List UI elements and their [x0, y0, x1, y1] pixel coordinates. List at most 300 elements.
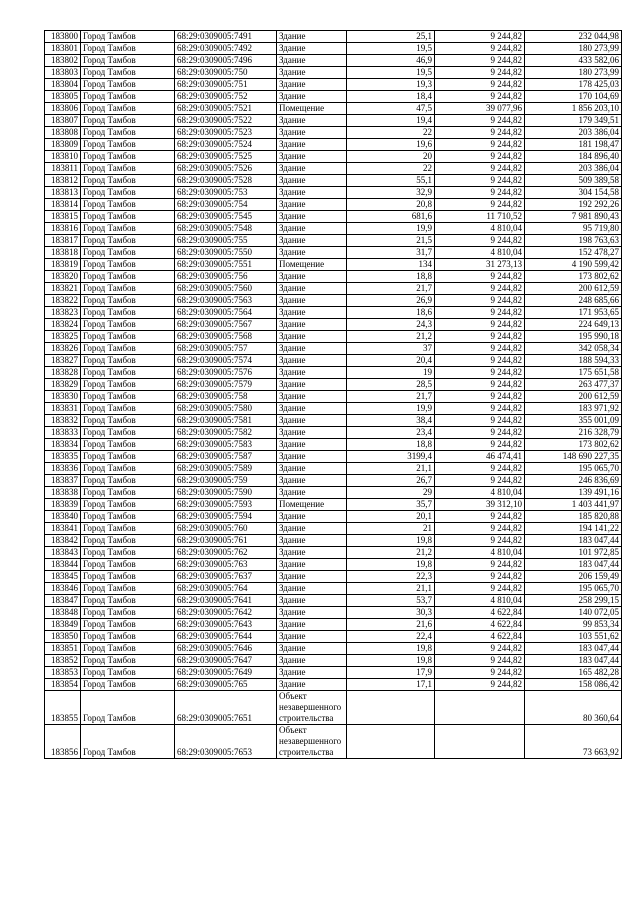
value-cell: 216 328,79 [525, 427, 622, 439]
city-cell: Город Тамбов [81, 439, 175, 451]
row-number-cell: 183836 [45, 463, 81, 475]
cadastral-number-cell: 68:29:0309005:753 [175, 187, 277, 199]
value-cell: 198 763,63 [525, 235, 622, 247]
value-cell: 180 273,99 [525, 43, 622, 55]
area-cell: 22 [347, 163, 435, 175]
city-cell: Город Тамбов [81, 175, 175, 187]
value-cell: 183 047,44 [525, 655, 622, 667]
row-number-cell: 183854 [45, 679, 81, 691]
row-number-cell: 183835 [45, 451, 81, 463]
row-number-cell: 183852 [45, 655, 81, 667]
area-cell: 19,8 [347, 559, 435, 571]
rate-cell: 46 474,41 [435, 451, 525, 463]
cadastral-number-cell: 68:29:0309005:7560 [175, 283, 277, 295]
object-type-cell: Здание [277, 91, 347, 103]
area-cell: 38,4 [347, 415, 435, 427]
row-number-cell: 183855 [45, 691, 81, 725]
table-row [45, 427, 622, 439]
table-row [45, 67, 622, 79]
row-number-cell: 183810 [45, 151, 81, 163]
row-number-cell: 183851 [45, 643, 81, 655]
rate-cell: 9 244,82 [435, 571, 525, 583]
row-number-cell: 183819 [45, 259, 81, 271]
cadastral-number-cell: 68:29:0309005:7582 [175, 427, 277, 439]
area-cell: 29 [347, 487, 435, 499]
cadastral-number-cell: 68:29:0309005:7647 [175, 655, 277, 667]
city-cell: Город Тамбов [81, 343, 175, 355]
table-row [45, 451, 622, 463]
cadastral-number-cell: 68:29:0309005:759 [175, 475, 277, 487]
table-row [45, 31, 622, 43]
table-row [45, 655, 622, 667]
cadastral-number-cell: 68:29:0309005:7563 [175, 295, 277, 307]
rate-cell: 9 244,82 [435, 523, 525, 535]
rate-cell: 9 244,82 [435, 31, 525, 43]
table-row [45, 403, 622, 415]
table-row [45, 535, 622, 547]
property-table [44, 30, 622, 759]
row-number-cell: 183829 [45, 379, 81, 391]
cadastral-number-cell: 68:29:0309005:7593 [175, 499, 277, 511]
table-row [45, 175, 622, 187]
rate-cell [435, 725, 525, 759]
cadastral-number-cell: 68:29:0309005:7496 [175, 55, 277, 67]
rate-cell: 9 244,82 [435, 355, 525, 367]
value-cell: 200 612,59 [525, 283, 622, 295]
table-row [45, 559, 622, 571]
object-type-cell: Здание [277, 403, 347, 415]
object-type-cell: Здание [277, 631, 347, 643]
cadastral-number-cell: 68:29:0309005:7583 [175, 439, 277, 451]
value-cell: 263 477,37 [525, 379, 622, 391]
cadastral-number-cell: 68:29:0309005:7551 [175, 259, 277, 271]
cadastral-number-cell: 68:29:0309005:7522 [175, 115, 277, 127]
object-type-cell: Здание [277, 475, 347, 487]
row-number-cell: 183856 [45, 725, 81, 759]
area-cell: 20 [347, 151, 435, 163]
table-row [45, 725, 622, 759]
value-cell: 170 104,69 [525, 91, 622, 103]
area-cell: 17,1 [347, 679, 435, 691]
row-number-cell: 183820 [45, 271, 81, 283]
city-cell: Город Тамбов [81, 55, 175, 67]
rate-cell: 4 810,04 [435, 487, 525, 499]
row-number-cell: 183838 [45, 487, 81, 499]
object-type-cell: Здание [277, 199, 347, 211]
area-cell: 21 [347, 523, 435, 535]
area-cell: 18,6 [347, 307, 435, 319]
row-number-cell: 183847 [45, 595, 81, 607]
table-row [45, 223, 622, 235]
rate-cell: 9 244,82 [435, 43, 525, 55]
city-cell: Город Тамбов [81, 403, 175, 415]
object-type-cell: Здание [277, 643, 347, 655]
row-number-cell: 183821 [45, 283, 81, 295]
table-row [45, 631, 622, 643]
city-cell: Город Тамбов [81, 619, 175, 631]
city-cell: Город Тамбов [81, 631, 175, 643]
rate-cell: 9 244,82 [435, 379, 525, 391]
city-cell: Город Тамбов [81, 391, 175, 403]
table-row [45, 463, 622, 475]
cadastral-number-cell: 68:29:0309005:756 [175, 271, 277, 283]
value-cell: 203 386,04 [525, 127, 622, 139]
table-row [45, 343, 622, 355]
row-number-cell: 183828 [45, 367, 81, 379]
row-number-cell: 183806 [45, 103, 81, 115]
city-cell: Город Тамбов [81, 307, 175, 319]
row-number-cell: 183843 [45, 547, 81, 559]
value-cell: 4 190 599,42 [525, 259, 622, 271]
area-cell: 30,3 [347, 607, 435, 619]
row-number-cell: 183812 [45, 175, 81, 187]
rate-cell: 9 244,82 [435, 283, 525, 295]
object-type-cell: Здание [277, 679, 347, 691]
rate-cell: 9 244,82 [435, 655, 525, 667]
area-cell: 28,5 [347, 379, 435, 391]
cadastral-number-cell: 68:29:0309005:751 [175, 79, 277, 91]
table-row [45, 307, 622, 319]
cadastral-number-cell: 68:29:0309005:7590 [175, 487, 277, 499]
rate-cell: 9 244,82 [435, 583, 525, 595]
rate-cell: 9 244,82 [435, 187, 525, 199]
city-cell: Город Тамбов [81, 355, 175, 367]
cadastral-number-cell: 68:29:0309005:7523 [175, 127, 277, 139]
row-number-cell: 183848 [45, 607, 81, 619]
row-number-cell: 183808 [45, 127, 81, 139]
cadastral-number-cell: 68:29:0309005:7574 [175, 355, 277, 367]
value-cell: 246 836,69 [525, 475, 622, 487]
rate-cell: 9 244,82 [435, 91, 525, 103]
area-cell: 20,1 [347, 511, 435, 523]
table-row [45, 127, 622, 139]
table-row [45, 331, 622, 343]
cadastral-number-cell: 68:29:0309005:7644 [175, 631, 277, 643]
area-cell: 19,5 [347, 43, 435, 55]
row-number-cell: 183802 [45, 55, 81, 67]
rate-cell [435, 691, 525, 725]
city-cell: Город Тамбов [81, 139, 175, 151]
table-row [45, 103, 622, 115]
city-cell: Город Тамбов [81, 725, 175, 759]
object-type-cell: Здание [277, 655, 347, 667]
object-type-cell: Здание [277, 583, 347, 595]
cadastral-number-cell: 68:29:0309005:7528 [175, 175, 277, 187]
rate-cell: 9 244,82 [435, 331, 525, 343]
area-cell: 35,7 [347, 499, 435, 511]
value-cell: 232 044,98 [525, 31, 622, 43]
area-cell: 47,5 [347, 103, 435, 115]
cadastral-number-cell: 68:29:0309005:7491 [175, 31, 277, 43]
rate-cell: 9 244,82 [435, 139, 525, 151]
rate-cell: 9 244,82 [435, 79, 525, 91]
cadastral-number-cell: 68:29:0309005:7579 [175, 379, 277, 391]
city-cell: Город Тамбов [81, 547, 175, 559]
row-number-cell: 183833 [45, 427, 81, 439]
table-row [45, 487, 622, 499]
cadastral-number-cell: 68:29:0309005:750 [175, 67, 277, 79]
object-type-cell: Здание [277, 463, 347, 475]
row-number-cell: 183837 [45, 475, 81, 487]
city-cell: Город Тамбов [81, 115, 175, 127]
area-cell: 21,6 [347, 619, 435, 631]
rate-cell: 9 244,82 [435, 199, 525, 211]
value-cell: 101 972,85 [525, 547, 622, 559]
value-cell: 185 820,88 [525, 511, 622, 523]
rate-cell: 39 312,10 [435, 499, 525, 511]
rate-cell: 4 622,84 [435, 631, 525, 643]
object-type-cell: Здание [277, 163, 347, 175]
table-row [45, 151, 622, 163]
rate-cell: 9 244,82 [435, 115, 525, 127]
area-cell: 20,4 [347, 355, 435, 367]
rate-cell: 9 244,82 [435, 235, 525, 247]
rate-cell: 39 077,96 [435, 103, 525, 115]
row-number-cell: 183853 [45, 667, 81, 679]
object-type-cell: Здание [277, 307, 347, 319]
cadastral-number-cell: 68:29:0309005:762 [175, 547, 277, 559]
cadastral-number-cell: 68:29:0309005:7568 [175, 331, 277, 343]
city-cell: Город Тамбов [81, 331, 175, 343]
city-cell: Город Тамбов [81, 379, 175, 391]
cadastral-number-cell: 68:29:0309005:761 [175, 535, 277, 547]
city-cell: Город Тамбов [81, 67, 175, 79]
object-type-cell: Помещение [277, 259, 347, 271]
city-cell: Город Тамбов [81, 415, 175, 427]
table-row [45, 79, 622, 91]
city-cell: Город Тамбов [81, 103, 175, 115]
rate-cell: 9 244,82 [435, 667, 525, 679]
city-cell: Город Тамбов [81, 295, 175, 307]
table-row [45, 595, 622, 607]
object-type-cell: Здание [277, 367, 347, 379]
object-type-cell: Помещение [277, 499, 347, 511]
row-number-cell: 183832 [45, 415, 81, 427]
table-row [45, 511, 622, 523]
value-cell: 140 072,05 [525, 607, 622, 619]
area-cell: 21,1 [347, 463, 435, 475]
value-cell: 175 651,58 [525, 367, 622, 379]
value-cell: 148 690 227,35 [525, 451, 622, 463]
row-number-cell: 183825 [45, 331, 81, 343]
cadastral-number-cell: 68:29:0309005:760 [175, 523, 277, 535]
area-cell: 19,8 [347, 655, 435, 667]
area-cell: 21,2 [347, 547, 435, 559]
table-row [45, 667, 622, 679]
area-cell: 19,9 [347, 223, 435, 235]
value-cell: 188 594,33 [525, 355, 622, 367]
value-cell: 181 198,47 [525, 139, 622, 151]
value-cell: 171 953,65 [525, 307, 622, 319]
area-cell: 46,9 [347, 55, 435, 67]
object-type-cell: Здание [277, 331, 347, 343]
cadastral-number-cell: 68:29:0309005:7581 [175, 415, 277, 427]
area-cell: 19,5 [347, 67, 435, 79]
value-cell: 183 971,92 [525, 403, 622, 415]
row-number-cell: 183845 [45, 571, 81, 583]
area-cell: 22 [347, 127, 435, 139]
object-type-cell: Объект незавершенного строительства [277, 691, 347, 725]
cadastral-number-cell: 68:29:0309005:7492 [175, 43, 277, 55]
object-type-cell: Здание [277, 415, 347, 427]
area-cell: 134 [347, 259, 435, 271]
cadastral-number-cell: 68:29:0309005:7651 [175, 691, 277, 725]
cadastral-number-cell: 68:29:0309005:764 [175, 583, 277, 595]
area-cell: 21,5 [347, 235, 435, 247]
row-number-cell: 183804 [45, 79, 81, 91]
city-cell: Город Тамбов [81, 475, 175, 487]
cadastral-number-cell: 68:29:0309005:7550 [175, 247, 277, 259]
city-cell: Город Тамбов [81, 463, 175, 475]
table-row [45, 115, 622, 127]
area-cell: 21,7 [347, 283, 435, 295]
object-type-cell: Здание [277, 667, 347, 679]
table-row [45, 91, 622, 103]
city-cell: Город Тамбов [81, 187, 175, 199]
table-row [45, 607, 622, 619]
rate-cell: 9 244,82 [435, 391, 525, 403]
object-type-cell: Здание [277, 139, 347, 151]
object-type-cell: Здание [277, 235, 347, 247]
value-cell: 7 981 890,43 [525, 211, 622, 223]
object-type-cell: Здание [277, 343, 347, 355]
row-number-cell: 183801 [45, 43, 81, 55]
rate-cell: 4 622,84 [435, 619, 525, 631]
city-cell: Город Тамбов [81, 595, 175, 607]
cadastral-number-cell: 68:29:0309005:755 [175, 235, 277, 247]
object-type-cell: Здание [277, 127, 347, 139]
object-type-cell: Здание [277, 247, 347, 259]
table-row [45, 499, 622, 511]
cadastral-number-cell: 68:29:0309005:7526 [175, 163, 277, 175]
value-cell: 179 349,51 [525, 115, 622, 127]
object-type-cell: Здание [277, 595, 347, 607]
rate-cell: 9 244,82 [435, 679, 525, 691]
value-cell: 194 141,22 [525, 523, 622, 535]
area-cell: 19,4 [347, 115, 435, 127]
table-row [45, 235, 622, 247]
cadastral-number-cell: 68:29:0309005:7589 [175, 463, 277, 475]
rate-cell: 9 244,82 [435, 271, 525, 283]
value-cell: 195 990,18 [525, 331, 622, 343]
row-number-cell: 183850 [45, 631, 81, 643]
city-cell: Город Тамбов [81, 643, 175, 655]
area-cell: 681,6 [347, 211, 435, 223]
table-row [45, 391, 622, 403]
row-number-cell: 183846 [45, 583, 81, 595]
city-cell: Город Тамбов [81, 427, 175, 439]
city-cell: Город Тамбов [81, 127, 175, 139]
rate-cell: 4 810,04 [435, 547, 525, 559]
cadastral-number-cell: 68:29:0309005:7642 [175, 607, 277, 619]
object-type-cell: Здание [277, 439, 347, 451]
table-row [45, 643, 622, 655]
table-row [45, 319, 622, 331]
row-number-cell: 183822 [45, 295, 81, 307]
cadastral-number-cell: 68:29:0309005:7646 [175, 643, 277, 655]
cadastral-number-cell: 68:29:0309005:7637 [175, 571, 277, 583]
cadastral-number-cell: 68:29:0309005:763 [175, 559, 277, 571]
value-cell: 173 802,62 [525, 439, 622, 451]
cadastral-number-cell: 68:29:0309005:765 [175, 679, 277, 691]
object-type-cell: Здание [277, 619, 347, 631]
area-cell: 22,4 [347, 631, 435, 643]
area-cell: 19 [347, 367, 435, 379]
city-cell: Город Тамбов [81, 559, 175, 571]
value-cell: 248 685,66 [525, 295, 622, 307]
row-number-cell: 183827 [45, 355, 81, 367]
object-type-cell: Здание [277, 379, 347, 391]
city-cell: Город Тамбов [81, 271, 175, 283]
object-type-cell: Здание [277, 355, 347, 367]
object-type-cell: Здание [277, 295, 347, 307]
value-cell: 152 478,27 [525, 247, 622, 259]
area-cell [347, 691, 435, 725]
value-cell: 258 299,15 [525, 595, 622, 607]
value-cell: 95 719,80 [525, 223, 622, 235]
city-cell: Город Тамбов [81, 319, 175, 331]
rate-cell: 9 244,82 [435, 343, 525, 355]
area-cell: 19,3 [347, 79, 435, 91]
object-type-cell: Здание [277, 547, 347, 559]
cadastral-number-cell: 68:29:0309005:758 [175, 391, 277, 403]
table-row [45, 547, 622, 559]
table-row [45, 571, 622, 583]
row-number-cell: 183823 [45, 307, 81, 319]
object-type-cell: Здание [277, 571, 347, 583]
city-cell: Город Тамбов [81, 451, 175, 463]
area-cell: 21,1 [347, 583, 435, 595]
cadastral-number-cell: 68:29:0309005:7576 [175, 367, 277, 379]
area-cell: 19,9 [347, 403, 435, 415]
value-cell: 184 896,40 [525, 151, 622, 163]
rate-cell: 9 244,82 [435, 439, 525, 451]
object-type-cell: Здание [277, 151, 347, 163]
object-type-cell: Объект незавершенного строительства [277, 725, 347, 759]
city-cell: Город Тамбов [81, 487, 175, 499]
table-row [45, 163, 622, 175]
cadastral-number-cell: 68:29:0309005:7653 [175, 725, 277, 759]
value-cell: 183 047,44 [525, 559, 622, 571]
table-row [45, 583, 622, 595]
cadastral-number-cell: 68:29:0309005:7564 [175, 307, 277, 319]
cadastral-number-cell: 68:29:0309005:757 [175, 343, 277, 355]
object-type-cell: Здание [277, 211, 347, 223]
city-cell: Город Тамбов [81, 247, 175, 259]
value-cell: 192 292,26 [525, 199, 622, 211]
value-cell: 165 482,28 [525, 667, 622, 679]
rate-cell: 9 244,82 [435, 163, 525, 175]
object-type-cell: Здание [277, 55, 347, 67]
table-row [45, 367, 622, 379]
city-cell: Город Тамбов [81, 583, 175, 595]
table-row [45, 523, 622, 535]
rate-cell: 9 244,82 [435, 559, 525, 571]
city-cell: Город Тамбов [81, 535, 175, 547]
object-type-cell: Здание [277, 79, 347, 91]
table-row [45, 43, 622, 55]
row-number-cell: 183814 [45, 199, 81, 211]
table-row [45, 187, 622, 199]
table-row [45, 379, 622, 391]
value-cell: 200 612,59 [525, 391, 622, 403]
rate-cell: 9 244,82 [435, 427, 525, 439]
area-cell: 19,8 [347, 535, 435, 547]
row-number-cell: 183800 [45, 31, 81, 43]
area-cell: 17,9 [347, 667, 435, 679]
row-number-cell: 183849 [45, 619, 81, 631]
city-cell: Город Тамбов [81, 31, 175, 43]
